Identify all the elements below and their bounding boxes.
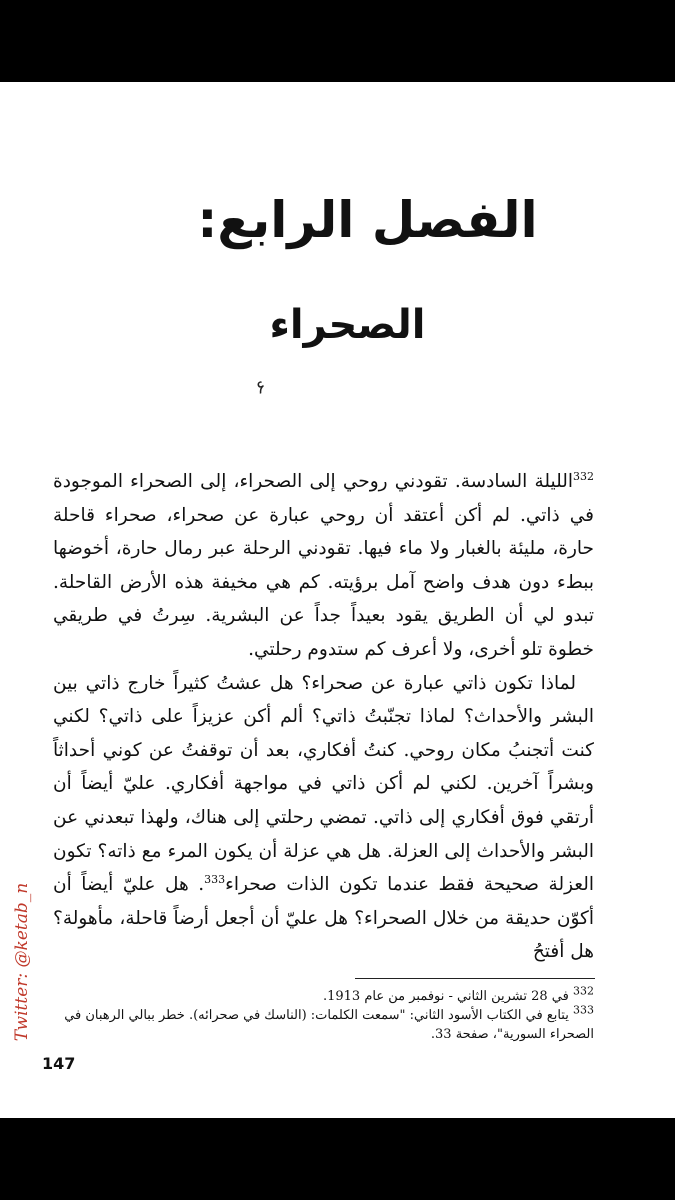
paragraph-1: $^{332}$الليلة السادسة. تقودني روحي إلى الصحراء، إلى الصحراء الموجودة في ذاتي. لم أكن أعتقد أن روحي عبارة عن صحراء، صحراء قاحلة حارة، مليئة بالغبار ولا ماء فيها. تقودني الرحلة عبر رمال حارة، أخوضها ببطء دون هدف واضح آمل برؤيته. كم هي مخيفة هذه الأرض القاحلة. تبدو لي أن الطريق يقود بعيداً جداً عن البشرية. سِرتُ في طريقي خطوة تلو أخرى، ولا أعرف كم ستدوم رحلتي. xyxy=(53,469,594,660)
page-number: 147 xyxy=(42,1054,76,1073)
section-title: الصحراء xyxy=(269,302,426,348)
footnote-divider xyxy=(355,978,595,979)
book-page xyxy=(0,82,675,1118)
watermark xyxy=(8,832,36,1092)
chapter-title: الفصل الرابع: xyxy=(197,191,538,249)
footnote: $^{332}$ في 28 تشرين الثاني - نوفمبر من عام 1913. xyxy=(322,984,594,1004)
paragraph-2: لماذا تكون ذاتي عبارة عن صحراء؟ هل عشتُ كثيراً خارج ذاتي بين البشر والأحداث؟ لماذا تجنّبتُ ذاتي؟ ألم أكن عزيزاً على ذاتي؟ لكني كنت أتجنبُ مكان روحي. كنتُ أفكاري، بعد أن توقفتُ عن كوني أحداثاً وبشراً آخرين. لكني لم أكن ذاتي في مواجهة أفكاري. عليّ أيضاً أن أرتقي فوق أفكاري إلى ذاتي. تمضي رحلتي إلى هناك، ولهذا تبعدني عن البشر والأحداث إلى العزلة. هل هي عزلة أن يكون المرء مع ذاته؟ تكون العزلة صحيحة فقط عندما تكون الذات صحراء$^{333}$. هل عليّ أيضاً أن أكوّن حديقة من خلال الصحراء؟ هل عليّ أن أجعل أرضاً قاحلة، مأهولة؟ هل أفتحُ xyxy=(53,672,594,963)
footnote-ref: 333 xyxy=(204,872,226,886)
watermark-text: Twitter: @ketab_n xyxy=(12,882,32,1042)
ornament-mark: ۶ xyxy=(252,375,269,400)
footnote-ref: 332 xyxy=(573,469,594,483)
footnotes xyxy=(53,984,594,1044)
footnote: $^{333}$ يتابع في الكتاب الأسود الثاني: "سمعت الكلمات: (الناسك في صحرائه). خطر ببالي الرهبان في الصحراء السورية"، صفحة 33. xyxy=(64,1003,594,1042)
body-text xyxy=(53,465,594,969)
